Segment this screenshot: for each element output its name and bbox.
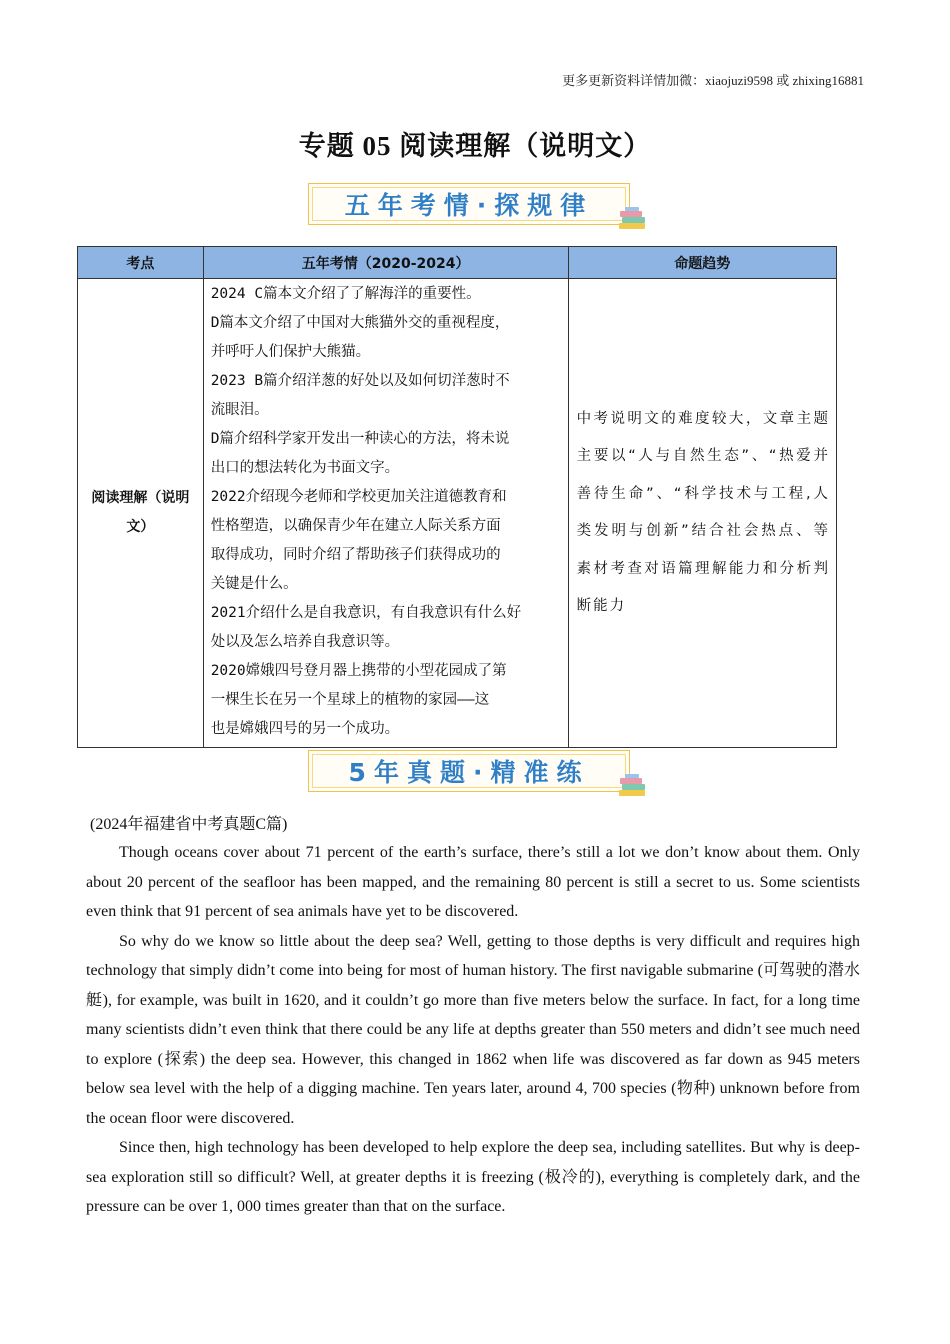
books-icon: [617, 206, 649, 232]
situation-line: 并呼吁人们保护大熊猫。: [210, 344, 371, 360]
table-header-row: [78, 247, 837, 279]
situation-line: 2024 C篇本文介绍了了解海洋的重要性。: [210, 286, 481, 302]
situation-line: 2020嫦娥四号登月器上携带的小型花园成了第: [210, 663, 507, 679]
situation-line: 一棵生长在另一个星球上的植物的家园——这: [210, 692, 490, 708]
situation-line: 2022介绍现今老师和学校更加关注道德教育和: [210, 489, 507, 505]
situation-line: 取得成功，同时介绍了帮助孩子们获得成功的: [210, 547, 501, 563]
situation-line: 处以及怎么培养自我意识等。: [210, 634, 400, 650]
header-note: 更多更新资料详情加微：xiaojuzi9598 或 zhixing16881: [562, 73, 864, 88]
topic-text: 阅读理解（说明文）: [91, 490, 190, 535]
situation-line: D篇本文介绍了中国对大熊猫外交的重视程度，: [210, 315, 510, 331]
header-trend: 命题趋势: [568, 247, 836, 279]
situation-line: 流眼泪。: [210, 402, 269, 418]
banner-text: 5年真题·精准练: [348, 758, 590, 787]
page-title: 专题 05 阅读理解（说明文）: [298, 131, 652, 161]
section-banner-practice: [308, 750, 630, 792]
situation-line: 性格塑造，以确保青少年在建立人际关系方面: [210, 518, 501, 534]
paragraph: Since then, high technology has been developed to help explore the deep sea, including satellites. But why is deep-sea exploration still so difficult? Well, at greater depths it is freezing (极冷的), everything is completely dark, and the pressure can be over 1, 000 times greater than that on the surface.: [86, 1139, 860, 1215]
trend-text: 中考说明文的难度较大，文章主题主要以“人与自然生态”、“热爱并善待生命”、“科学技术与工程,人类发明与创新”结合社会热点、等素材考查对语篇理解能力和分析判断能力: [576, 410, 830, 614]
paragraph: Though oceans cover about 71 percent of the earth’s surface, there’s still a lot we don’t know about them. Only about 20 percent of the seafloor has been mapped, and the remaining 80 percent is still a secret to us. Some scientists even think that 91 percent of sea animals have yet to be discovered.: [86, 844, 860, 920]
header-topic: 考点: [78, 247, 204, 279]
banner-text: 五年考情·探规律: [344, 191, 594, 220]
books-icon: [617, 773, 649, 799]
situation-line: 出口的想法转化为书面文字。: [210, 460, 400, 476]
situation-line: 2021介绍什么是自我意识，有自我意识有什么好: [210, 605, 522, 621]
situation-line: 2023 B篇介绍洋葱的好处以及如何切洋葱时不: [210, 373, 510, 389]
overview-table: [77, 246, 837, 748]
table-row: [78, 279, 837, 748]
situation-line: 也是嫦娥四号的另一个成功。: [210, 721, 400, 737]
trend-cell: [568, 279, 836, 748]
paragraph: So why do we know so little about the deep sea? Well, getting to those depths is very difficult and requires high technology that simply didn’t come into being for most of human history. The first navigable submarine (可驾驶的潜水艇), for example, was built in 1620, and it couldn’t go more than five meters below the surface. In fact, for a long time many scientists didn’t even think that there could be any life at depths greater than 550 meters and didn’t see much need to explore (探索) the deep sea. However, this changed in 1862 when life was discovered as far down as 945 meters below sea level with the help of a digging machine. Ten years later, around 4, 700 species (物种) unknown before from the ocean floor were discovered.: [86, 932, 861, 1127]
topic-cell: [78, 279, 204, 748]
passage-source: (2024年福建省中考真题C篇): [90, 816, 288, 833]
header-situation: 五年考情（2020-2024）: [203, 247, 568, 279]
situation-line: 关键是什么。: [210, 576, 298, 592]
situation-cell: [203, 279, 568, 748]
section-banner-trends: [308, 183, 630, 225]
situation-line: D篇介绍科学家开发出一种读心的方法，将未说: [210, 431, 510, 447]
passage-body: [86, 838, 860, 1222]
